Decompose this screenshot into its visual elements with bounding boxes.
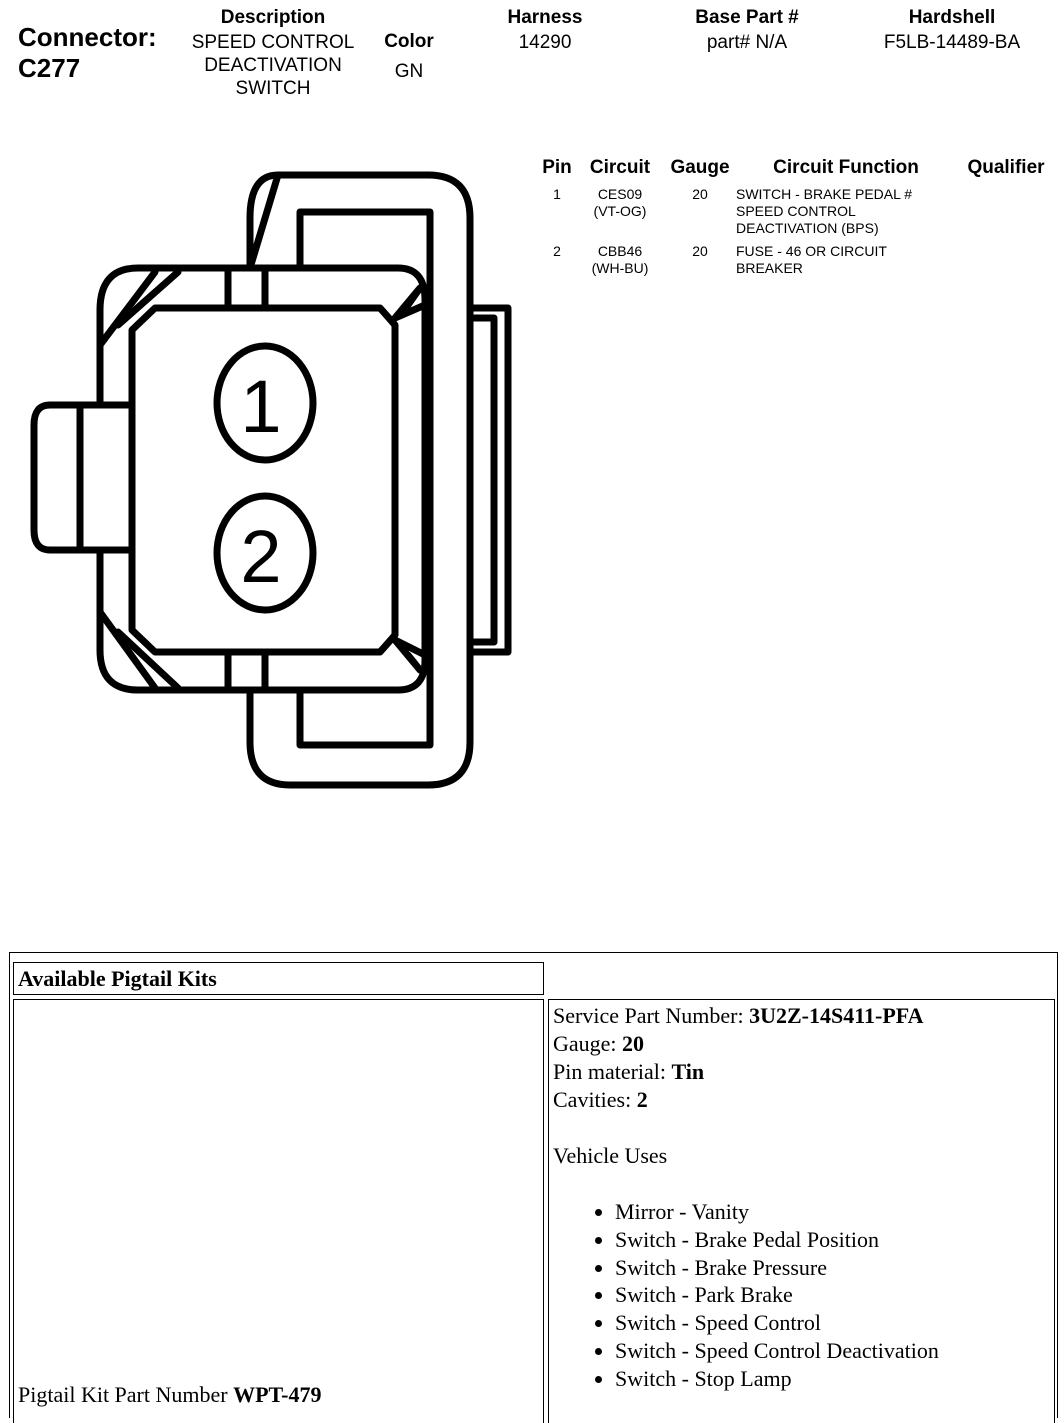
service-part-value: 3U2Z-14S411-PFA [749, 1003, 924, 1028]
color-column [368, 30, 450, 83]
pigtail-kits-table [9, 952, 1058, 1418]
gauge-value: 20 [622, 1031, 645, 1056]
description-line: SPEED CONTROL [191, 32, 355, 53]
hardshell-heading: Hardshell [908, 7, 996, 28]
cavities-line [553, 1086, 1050, 1114]
connector-id: C277 [18, 53, 81, 83]
list-item: • Switch - Speed Control Deactivation [615, 1337, 1050, 1365]
cavities-label: Cavities: [553, 1087, 637, 1112]
left-tab-inner [80, 405, 132, 550]
pigtail-details-cell [548, 999, 1055, 1423]
circuit-cell [576, 180, 664, 237]
pigtail-image-cell [13, 999, 544, 1423]
list-item: • Switch - Brake Pressure [615, 1254, 1050, 1282]
qualifier-cell [956, 180, 1056, 237]
list-item: • Switch - Stop Lamp [615, 1365, 1050, 1393]
service-part-line [553, 1002, 1050, 1030]
pin-table [538, 156, 1056, 277]
hardshell-value: F5LB-14489-BA [883, 32, 1021, 53]
circuit-id: CBB46 [597, 243, 643, 259]
latch-arrow-top [395, 288, 425, 318]
side-rib-outer [470, 308, 508, 652]
pin-material-line [553, 1058, 1050, 1086]
pin-header: Pin [542, 157, 572, 178]
table-row [538, 180, 1056, 237]
pin-label-1: 1 [240, 365, 282, 448]
latch-arrow-bottom [395, 640, 425, 670]
latch-inner-outline [300, 212, 430, 745]
circuit-header: Circuit [589, 157, 651, 178]
list-item: • Switch - Park Brake [615, 1281, 1050, 1309]
list-item: • Switch - Brake Pedal Position [615, 1226, 1050, 1254]
pigtail-kits-title: Available Pigtail Kits [13, 962, 544, 995]
vehicle-uses-list [553, 1198, 1050, 1393]
function-line: FUSE - 46 OR CIRCUIT [736, 243, 887, 259]
hardshell-column [862, 6, 1042, 54]
description-line: SWITCH [235, 78, 311, 99]
circuit-color: (VT-OG) [593, 203, 647, 219]
list-item: • Switch - Speed Control [615, 1309, 1050, 1337]
connector-label: Connector: [18, 22, 157, 52]
description-column [178, 6, 368, 100]
function-line: SWITCH - BRAKE PEDAL # [736, 186, 913, 202]
circuit-id: CES09 [597, 186, 643, 202]
gauge-cell: 20 [692, 186, 708, 202]
left-tab-outline [34, 350, 100, 610]
circuit-cell [576, 237, 664, 277]
pin-material-label: Pin material: [553, 1059, 672, 1084]
harness-column [480, 6, 610, 54]
function-line: DEACTIVATION (BPS) [736, 220, 879, 236]
function-cell [736, 180, 956, 237]
gauge-header: Gauge [670, 157, 730, 178]
pin-material-value: Tin [671, 1059, 705, 1084]
kit-number: WPT-479 [233, 1382, 322, 1407]
connector-header [18, 22, 157, 84]
base-part-heading: Base Part # [695, 7, 799, 28]
function-header: Circuit Function [773, 157, 919, 178]
color-heading: Color [384, 31, 434, 52]
connector-diagram [0, 160, 530, 800]
qualifier-cell [956, 237, 1056, 277]
gauge-label: Gauge: [553, 1031, 623, 1056]
housing-outer-outline [100, 268, 425, 690]
housing-inner-outline [132, 308, 395, 652]
pigtail-kit-part-number [18, 1381, 322, 1409]
pin-label-2: 2 [240, 515, 282, 598]
pin-cell: 2 [553, 243, 561, 259]
list-item: • Mirror - Vanity [615, 1198, 1050, 1226]
circuit-color: (WH-BU) [591, 260, 649, 276]
description-line: DEACTIVATION [204, 55, 342, 76]
gauge-cell: 20 [692, 243, 708, 259]
pin-cell: 1 [553, 186, 561, 202]
description-value [178, 31, 368, 100]
side-rib-inner [470, 318, 494, 642]
function-line: BREAKER [736, 260, 803, 276]
table-row [538, 237, 1056, 277]
harness-heading: Harness [507, 7, 583, 28]
base-part-value: part# N/A [706, 32, 788, 53]
qualifier-header: Qualifier [967, 157, 1045, 178]
cavities-value: 2 [636, 1087, 648, 1112]
function-cell [736, 237, 956, 277]
vehicle-uses-title: Vehicle Uses [553, 1143, 668, 1168]
kit-label: Pigtail Kit Part Number [18, 1382, 234, 1407]
service-part-label: Service Part Number: [553, 1003, 750, 1028]
gauge-line [553, 1030, 1050, 1058]
description-heading: Description [220, 7, 326, 28]
pin-table-header [538, 156, 1056, 180]
color-value: GN [394, 61, 424, 82]
base-part-column [672, 6, 822, 54]
harness-value: 14290 [518, 32, 572, 53]
function-line: SPEED CONTROL [736, 203, 856, 219]
